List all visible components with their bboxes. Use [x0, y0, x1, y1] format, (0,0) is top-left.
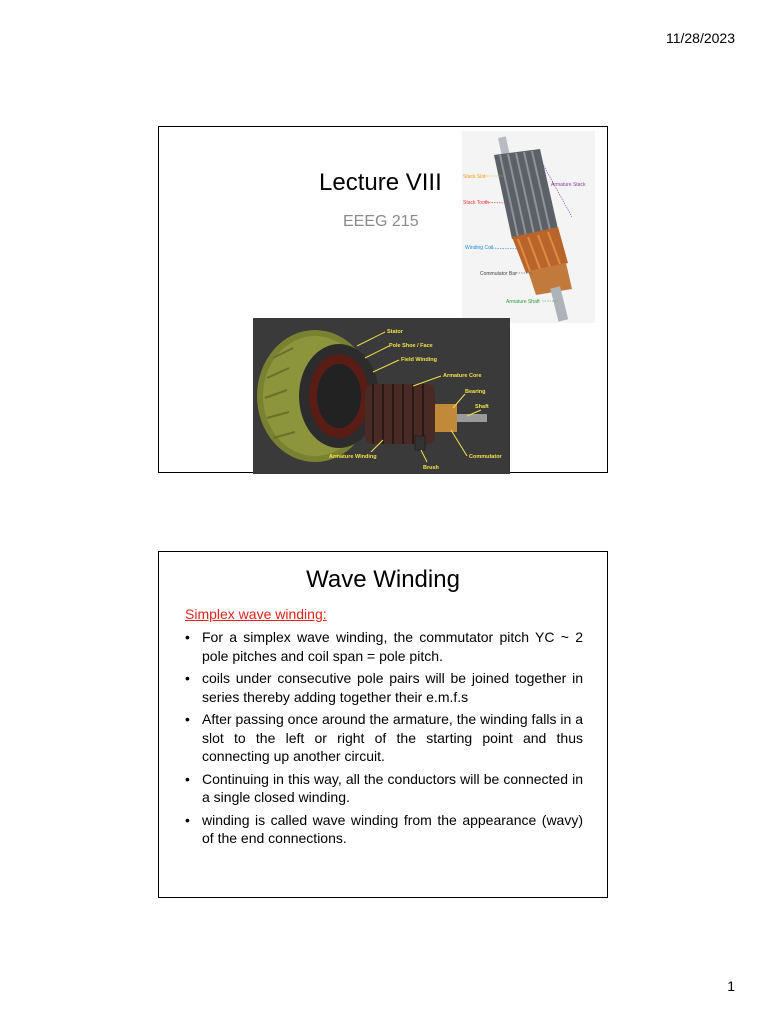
slide-subheading: Simplex wave winding:	[185, 606, 327, 622]
bullet-list	[185, 628, 583, 852]
dc-motor-diagram	[253, 318, 510, 474]
slide-2	[158, 551, 608, 898]
bullet-item: • For a simplex wave winding, the commutator pitch YC ~ 2 pole pitches and coil span = pole pitch.	[185, 628, 583, 665]
bullet-item: • winding is called wave winding from the appearance (wavy) of the end connections.	[185, 811, 583, 848]
label-stack-slot: Stack Slot	[463, 174, 486, 180]
label-pole-shoe: Pole Shoe / Face	[389, 343, 433, 349]
label-armature-winding: Armature Winding	[329, 454, 377, 460]
slide-title: Wave Winding	[306, 566, 460, 593]
bullet-item: • Continuing in this way, all the conductors will be connected in a single closed winding.	[185, 770, 583, 807]
slide-subtitle: EEEG 215	[343, 213, 419, 230]
label-shaft: Shaft	[475, 404, 489, 410]
slide-1	[158, 126, 608, 473]
label-armature-core: Armature Core	[443, 373, 482, 379]
slide-title: Lecture VIII	[319, 169, 442, 196]
label-armature-stack: Armature Stack	[551, 182, 586, 188]
label-brush: Brush	[423, 465, 439, 471]
armature-photo	[462, 131, 595, 323]
label-armature-shaft: Armature Shaft	[506, 299, 540, 305]
print-date: 11/28/2023	[665, 30, 735, 46]
label-bearing: Bearing	[465, 389, 486, 395]
label-commutator-bar: Commutator Bar	[480, 271, 517, 277]
label-winding-coil: Winding Coil	[465, 245, 494, 251]
label-stack-tooth: Stack Tooth	[463, 200, 490, 206]
bullet-item: • After passing once around the armature, the winding falls in a slot to the left or right of the starting point and thus connecting up another circuit.	[185, 710, 583, 766]
label-field-winding: Field Winding	[401, 357, 437, 363]
label-commutator: Commutator	[469, 454, 502, 460]
page-number: 1	[727, 978, 735, 994]
bullet-item: • coils under consecutive pole pairs will be joined together in series thereby adding together their e.m.f.s	[185, 669, 583, 706]
label-stator: Stator	[387, 329, 403, 335]
